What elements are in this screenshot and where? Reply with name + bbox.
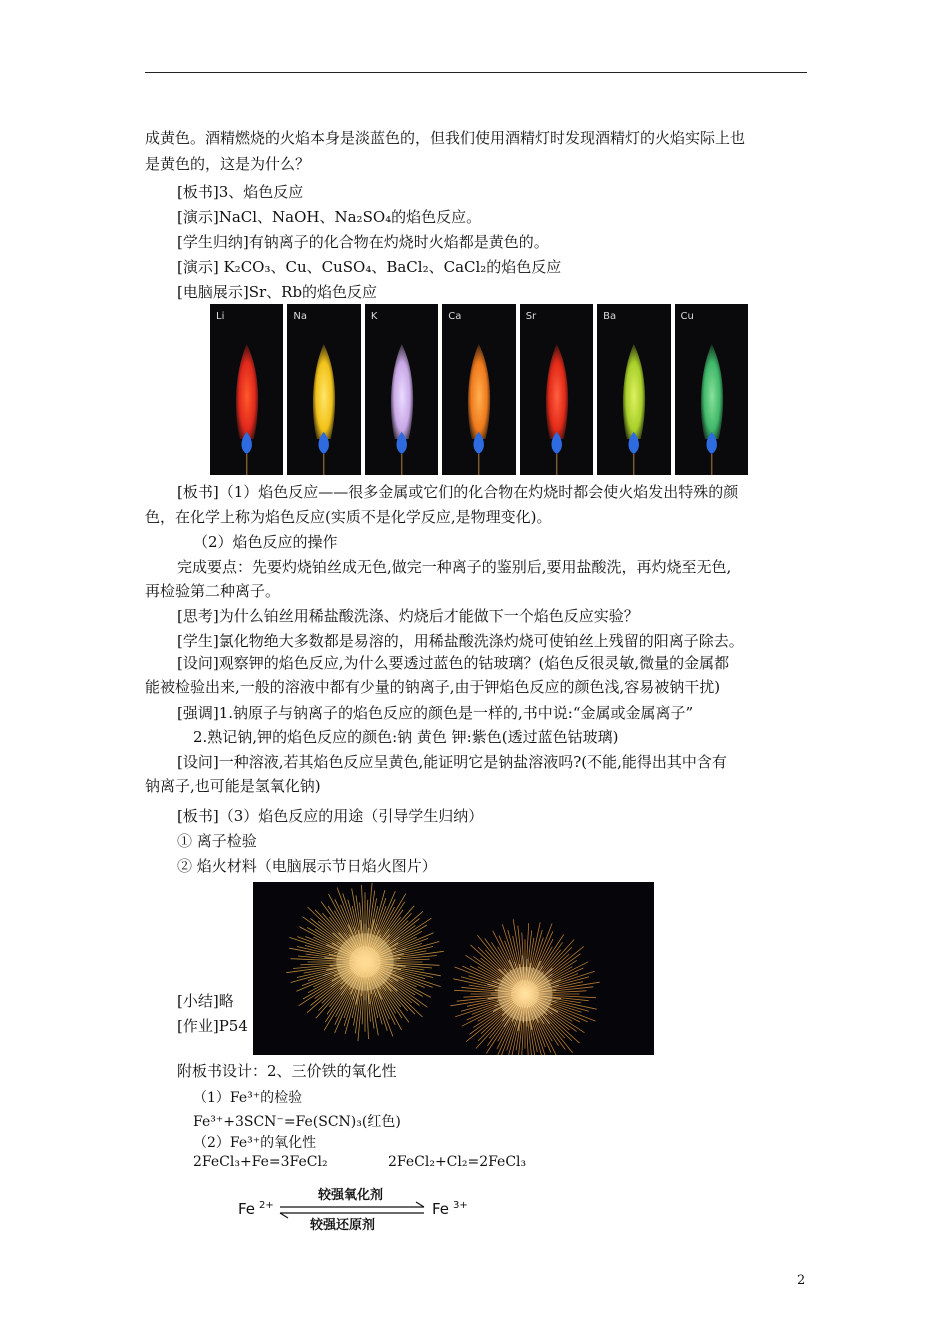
text-line: [设问]一种溶液,若其焰色反应呈黄色,能证明它是钠盐溶液吗?(不能,能得出其中含有 [177,753,727,771]
text-line: （1）Fe³⁺的检验 [193,1090,303,1106]
flame-panel-label: Li [216,311,225,322]
flame-panel-label: Cu [680,311,694,322]
fireworks-image [253,882,654,1055]
text-line: [学生]氯化物绝大多数都是易溶的，用稀盐酸洗涤灼烧可使铂丝上残留的阳离子除去。 [177,632,744,650]
text-line: [小结]略 [177,992,234,1010]
text-line: 能被检验出来,一般的溶液中都有少量的钠离子,由于钾焰色反应的颜色浅,容易被钠干扰) [145,678,721,696]
flame-panel-label: Na [293,311,308,322]
redox-equilibrium-diagram [236,1186,486,1236]
flame-panel [675,304,748,475]
flame-graphic [520,304,593,475]
text-line: 再检验第二种离子。 [145,582,281,600]
reductant-label: 较强还原剂 [310,1218,376,1233]
text-line: 成黄色。酒精燃烧的火焰本身是淡蓝色的，但我们使用酒精灯时发现酒精灯的火焰实际上也 [145,129,746,147]
page-number: 2 [797,1273,806,1288]
equation: 2FeCl₃+Fe=3FeCl₂ [193,1154,328,1170]
flame-panel [287,304,360,475]
text-line: [电脑展示]Sr、Rb的焰色反应 [177,283,378,301]
flame-graphic [210,304,283,475]
equation: 2FeCl₂+Cl₂=2FeCl₃ [388,1154,527,1170]
text-line: 附板书设计：2、三价铁的氧化性 [177,1062,397,1080]
header-rule [145,72,807,73]
flame-panel [442,304,515,475]
text-line: 钠离子,也可能是氢氧化钠) [145,777,321,795]
oxidant-label: 较强氧化剂 [318,1188,384,1203]
text-line: [板书]3、焰色反应 [177,183,304,201]
fe3-label: Fe $^{3+}$ [432,1200,468,1218]
text-line: [作业]P54 [177,1017,248,1035]
text-line: [思考]为什么铂丝用稀盐酸洗涤、灼烧后才能做下一个焰色反应实验？ [177,607,639,625]
flame-panel [520,304,593,475]
flame-graphic [365,304,438,475]
flame-panel-label: K [370,311,378,322]
flame-graphic [597,304,670,475]
flame-panel [365,304,438,475]
flame-graphic [287,304,360,475]
text-line: [板书]（3）焰色反应的用途（引导学生归纳） [177,807,484,825]
flame-graphic [675,304,748,475]
list-item: ① 离子检验 [177,832,257,850]
text-line: [设问]观察钾的焰色反应,为什么要透过蓝色的钴玻璃？(焰色反很灵敏,微量的金属都 [177,654,730,672]
list-item: ② 焰火材料（电脑展示节日焰火图片） [177,857,437,875]
flame-panel-label: Ba [603,311,617,322]
flame-panel [597,304,670,475]
fireworks-graphic [253,882,654,1055]
text-line: （2）焰色反应的操作 [193,533,338,551]
text-line: [板书]（1）焰色反应——很多金属或它们的化合物在灼烧时都会使火焰发出特殊的颜 [177,483,739,501]
text-line: [演示] K₂CO₃、Cu、CuSO₄、BaCl₂、CaCl₂的焰色反应 [177,258,562,276]
text-line: [演示]NaCl、NaOH、Na₂SO₄的焰色反应。 [177,208,482,226]
flame-panel-label: Sr [525,311,537,322]
text-line: （2）Fe³⁺的氧化性 [193,1135,317,1151]
flame-test-image [210,304,748,475]
text-line: Fe³⁺+3SCN⁻=Fe(SCN)₃(红色) [193,1114,401,1130]
flame-panel [210,304,283,475]
text-line: 色，在化学上称为焰色反应(实质不是化学反应,是物理变化)。 [145,508,552,526]
flame-panel-label: Ca [448,311,462,322]
text-line: [学生归纳]有钠离子的化合物在灼烧时火焰都是黄色的。 [177,233,549,251]
text-line: 是黄色的，这是为什么？ [145,155,311,173]
text-line: 完成要点：先要灼烧铂丝成无色,做完一种离子的鉴别后,要用盐酸洗，再灼烧至无色, [177,558,732,576]
text-line: [强调]1.钠原子与钠离子的焰色反应的颜色是一样的,书中说:“金属或金属离子” [177,704,694,722]
flame-graphic [442,304,515,475]
text-line: 2.熟记钠,钾的焰色反应的颜色:钠 黄色 钾:紫色(透过蓝色钴玻璃) [193,728,619,746]
fe2-label: Fe $^{2+}$ [238,1200,274,1218]
